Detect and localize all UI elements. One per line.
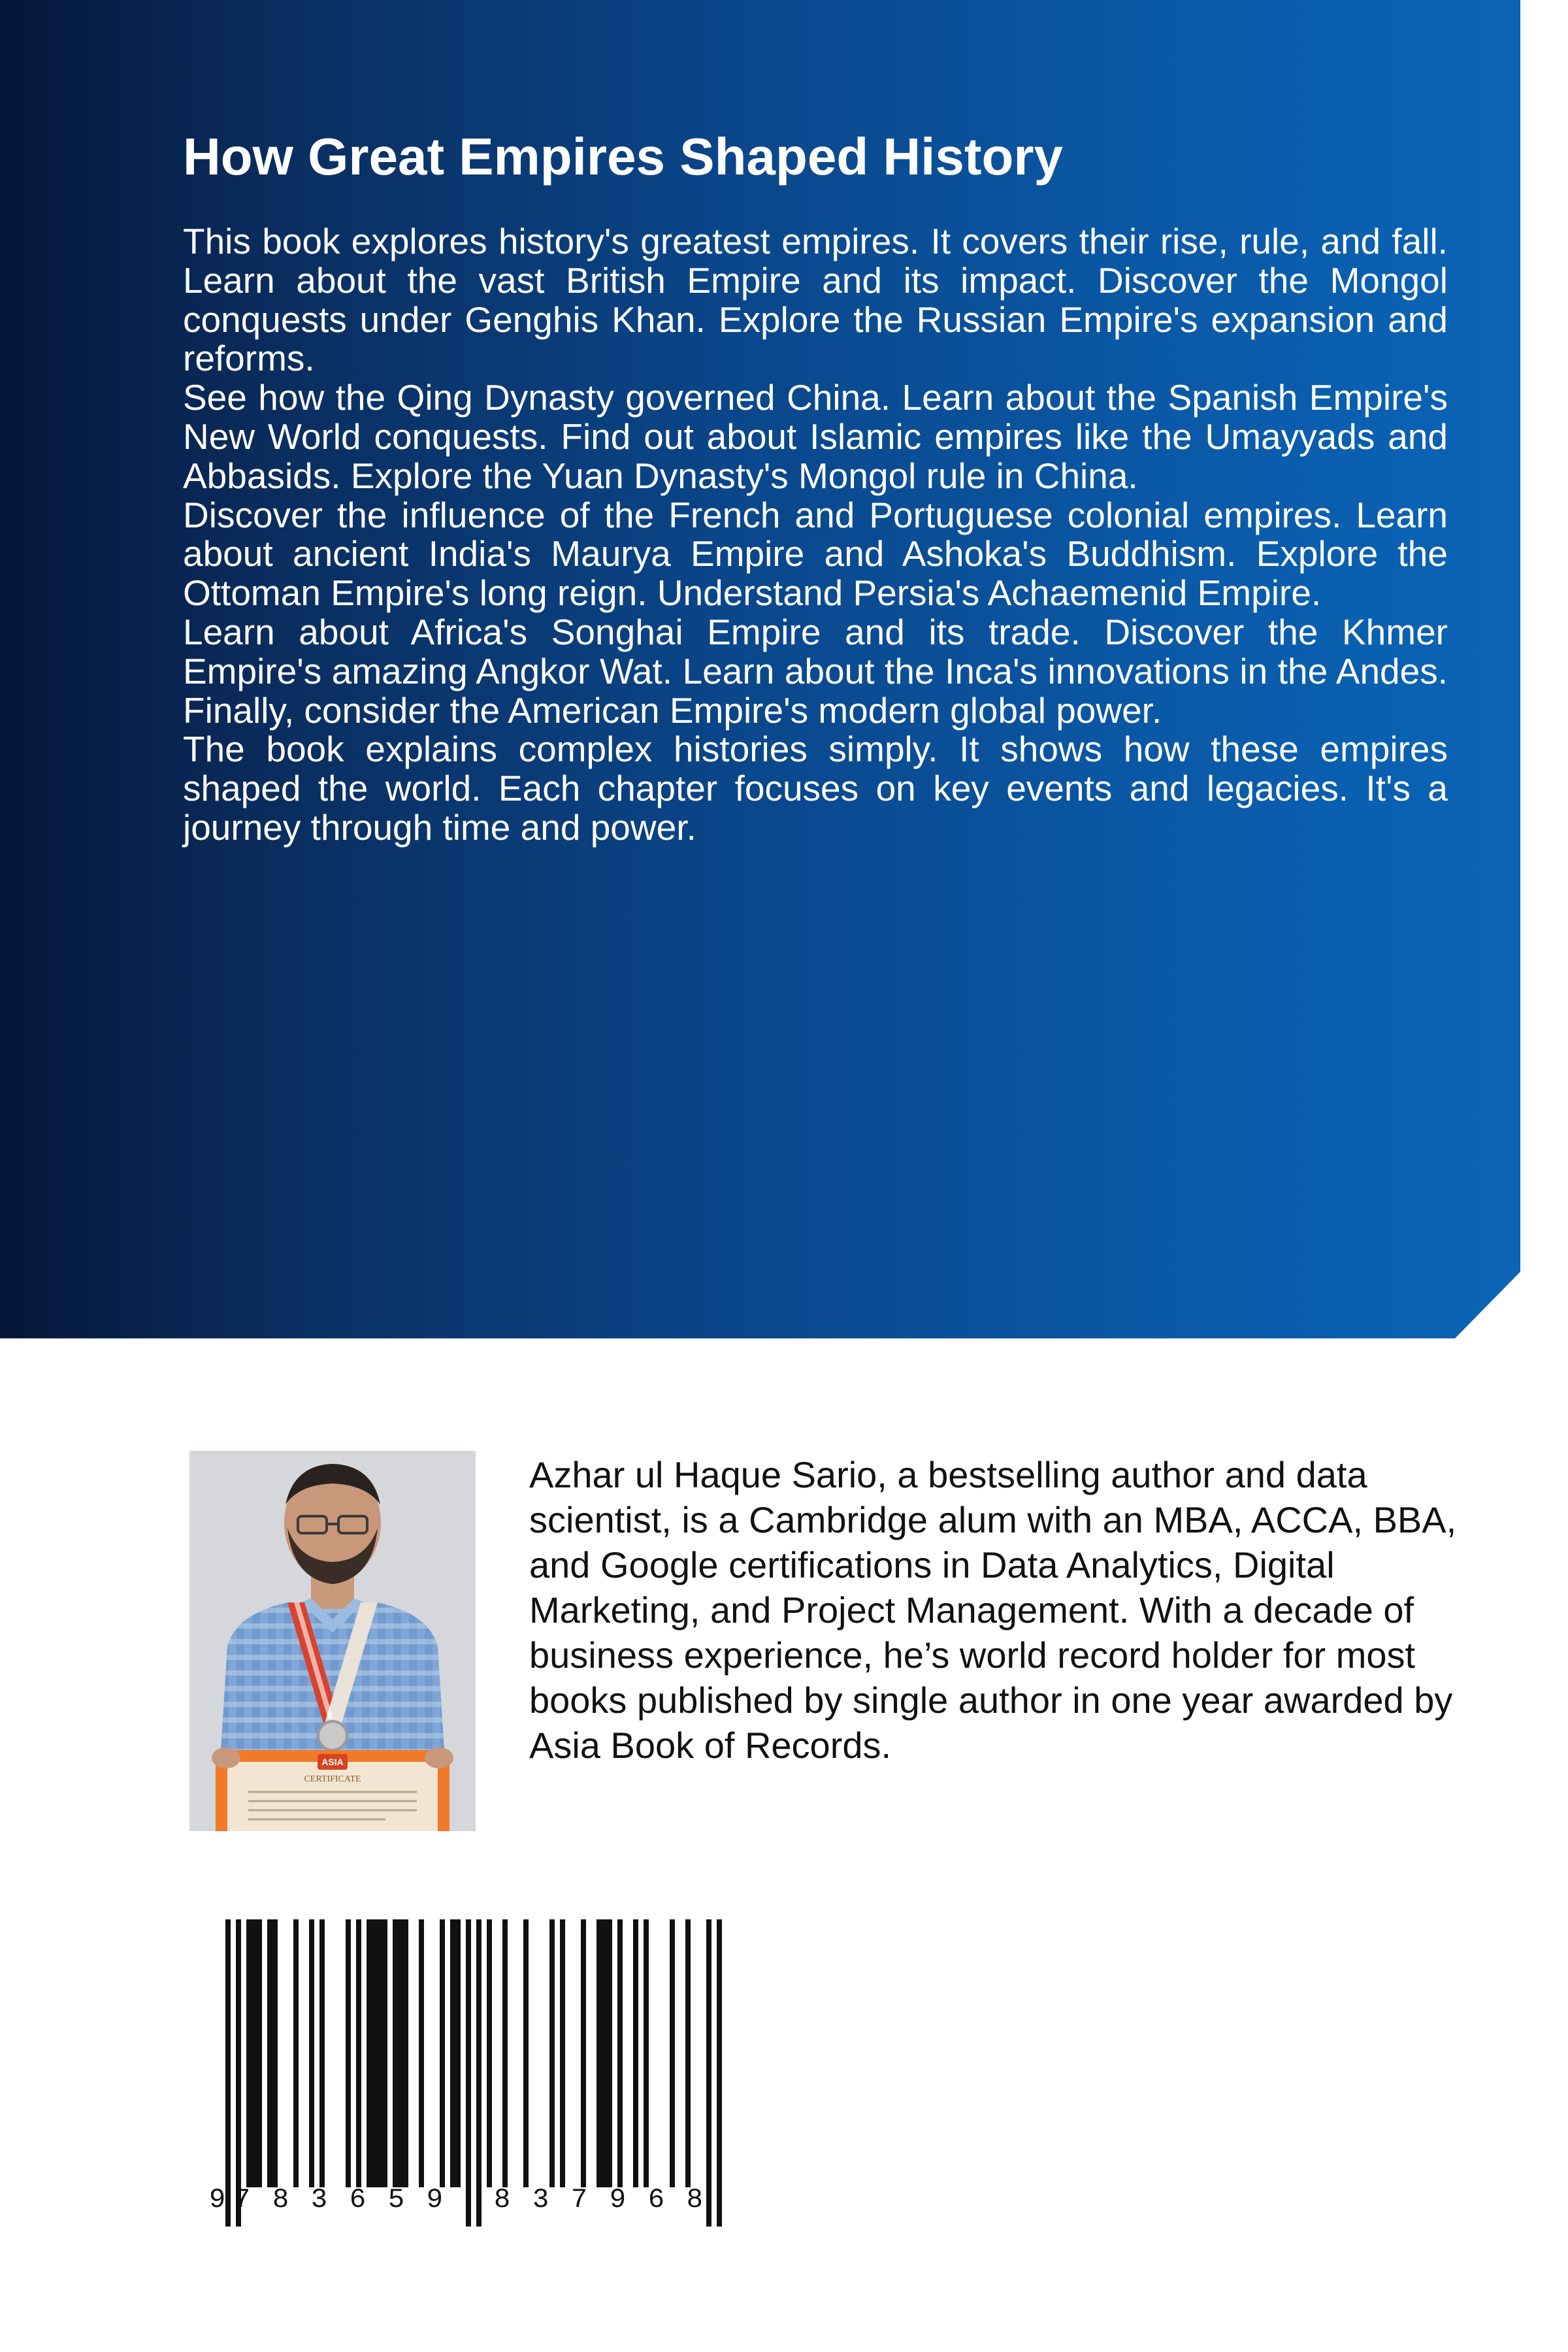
barcode-bar	[293, 1919, 299, 2187]
barcode-guard-bar	[466, 1919, 471, 2227]
barcode-bar	[560, 1919, 565, 2187]
barcode-guard-bar	[476, 1919, 482, 2227]
barcode-bar	[356, 1919, 361, 2187]
author-photo	[189, 1451, 476, 1831]
barcode-bar	[596, 1919, 602, 2187]
barcode-bar	[502, 1919, 508, 2187]
barcode-guard-bar	[717, 1919, 722, 2227]
author-portrait-illustration	[189, 1451, 476, 1831]
description-paragraph: This book explores history's greatest empires. It covers their rise, rule, and fall. Learn about the vast British Empire and its impact. Discover the Mongol conquests under Genghis Khan. Explore the Russian Empire's expansion and reforms.	[183, 221, 1448, 379]
barcode-bar	[607, 1919, 612, 2187]
barcode-bar	[644, 1919, 649, 2187]
isbn-barcode	[196, 1912, 751, 2240]
barcode-bar	[272, 1919, 278, 2187]
barcode-bar	[267, 1919, 272, 2187]
barcode-bar	[403, 1919, 408, 2187]
barcode-bar	[398, 1919, 403, 2187]
barcode-bar	[685, 1919, 691, 2187]
barcode-bar	[319, 1919, 325, 2187]
description-paragraph: Discover the influence of the French and Portuguese colonial empires. Learn about ancient India's Maurya Empire and Ashoka's Buddhism. Explore the Ottoman Empire's long reign. Understand Persia's Achaemenid Empire.	[183, 494, 1448, 614]
barcode-bar	[309, 1919, 314, 2187]
barcode-digits-left: 783659	[234, 2184, 443, 2215]
barcode-digits-right: 837968	[494, 2184, 703, 2215]
certificate-heading: CERTIFICATE	[304, 1774, 361, 1784]
barcode-bar	[455, 1919, 461, 2187]
barcode-bar	[549, 1919, 555, 2187]
barcode-bar	[252, 1919, 257, 2187]
barcode-bar	[382, 1919, 387, 2187]
barcode-bar	[257, 1919, 262, 2187]
book-description	[183, 222, 1448, 848]
barcode-bar	[617, 1919, 623, 2187]
barcode-graphic	[196, 1912, 751, 2240]
barcode-bar	[440, 1919, 445, 2187]
barcode-guard-bar	[225, 1919, 231, 2227]
barcode-bar	[372, 1919, 377, 2187]
barcode-bar	[419, 1919, 424, 2187]
barcode-bar	[450, 1919, 455, 2187]
description-paragraph: Learn about Africa's Songhai Empire and its trade. Discover the Khmer Empire's amazing Angkor Wat. Learn about the Inca's innovations in the Andes. Finally, consider the American Empire's modern global power.	[183, 611, 1448, 731]
barcode-bar	[367, 1919, 372, 2187]
description-paragraph: See how the Qing Dynasty governed China. Learn about the Spanish Empire's New World conquests. Find out about Islamic empires like the Umayyads and Abbasids. Explore the Yuan Dynasty's Mongol rule in China.	[183, 377, 1448, 496]
book-title: How Great Empires Shaped History	[183, 127, 1064, 186]
author-bio: Azhar ul Haque Sario, a bestselling author and data scientist, is a Cambridge alum with an MBA, ACCA, BBA, and Google certifications in Data Analytics, Digital Marketing, and Project Management. With a decade of business experience, he’s world record holder for most books published by single author in one year awarded by Asia Book of Records.	[529, 1454, 1457, 1766]
barcode-guard-bar	[706, 1919, 711, 2227]
barcode-bar	[487, 1919, 492, 2187]
barcode-bar	[633, 1919, 638, 2187]
barcode-bar	[670, 1919, 675, 2187]
barcode-bar	[246, 1919, 252, 2187]
barcode-digit-first: 9	[209, 2184, 226, 2215]
page-edge-strip	[1520, 0, 1568, 2352]
barcode-bar	[346, 1919, 351, 2187]
barcode-bar	[581, 1919, 586, 2187]
barcode-guard-bar	[236, 1919, 241, 2227]
barcode-bar	[377, 1919, 382, 2187]
barcode-bar	[602, 1919, 607, 2187]
description-paragraph: The book explains complex histories simply. It shows how these empires shaped the world. Each chapter focuses on key events and legacies. It's a journey through time and power.	[183, 729, 1448, 848]
certificate-logo: ASIA	[321, 1757, 344, 1767]
barcode-bar	[393, 1919, 398, 2187]
barcode-bar	[523, 1919, 529, 2187]
